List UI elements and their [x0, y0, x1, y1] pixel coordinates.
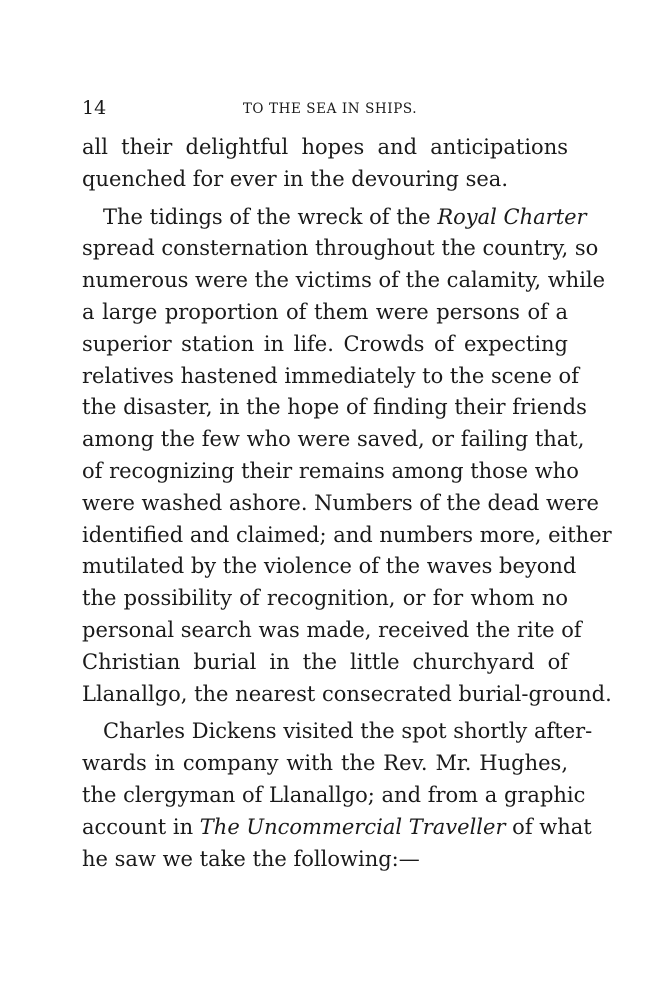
text-line: identified and claimed; and numbers more, either	[82, 522, 612, 547]
text-line: all their delightful hopes and anticipations	[82, 135, 568, 159]
text-line	[82, 812, 592, 844]
text-line: personal search was made, received the rite of	[82, 617, 582, 642]
running-head: TO THE SEA IN SHIPS.	[242, 101, 418, 117]
text-run: The tidings of the wreck of the	[103, 204, 431, 229]
text-line: a large proportion of them were persons of a	[82, 299, 568, 324]
page-number: 14	[82, 97, 107, 119]
text-line: numerous were the victims of the calamity, while	[82, 268, 606, 293]
text-line: relatives hastened immediately to the scene of	[82, 363, 579, 388]
ship-name-italic: Royal Charter	[437, 204, 587, 229]
text-run: of what	[512, 814, 592, 839]
text-run: account in	[82, 814, 194, 839]
text-line: quenched for ever in the devouring sea.	[82, 166, 508, 191]
text-line: among the few who were saved, or failing that,	[82, 427, 585, 452]
text-line: wards in company with the Rev. Mr. Hughes,	[82, 751, 568, 776]
page-header	[82, 96, 568, 120]
text-line: the possibility of recognition, or for whom no	[82, 586, 568, 611]
text-line: Llanallgo, the nearest consecrated burial-ground.	[82, 681, 612, 706]
text-line: the clergyman of Llanallgo; and from a graphic	[82, 782, 586, 807]
text-line: the disaster, in the hope of finding their friends	[82, 395, 587, 420]
text-line: he saw we take the following:—	[82, 846, 420, 871]
text-line: of recognizing their remains among those who	[82, 458, 579, 483]
text-line	[82, 202, 587, 234]
text-line: Charles Dickens visited the spot shortly after-	[103, 719, 593, 744]
book-title-italic: The Uncommercial Traveller	[199, 814, 506, 839]
text-line: spread consternation throughout the country, so	[82, 236, 599, 261]
text-line: mutilated by the violence of the waves beyond	[82, 554, 577, 579]
body-text	[82, 132, 612, 875]
text-line: superior station in life. Crowds of expecting	[82, 331, 568, 356]
text-line: Christian burial in the little churchyard of	[82, 649, 568, 674]
text-line: were washed ashore. Numbers of the dead were	[82, 490, 599, 515]
